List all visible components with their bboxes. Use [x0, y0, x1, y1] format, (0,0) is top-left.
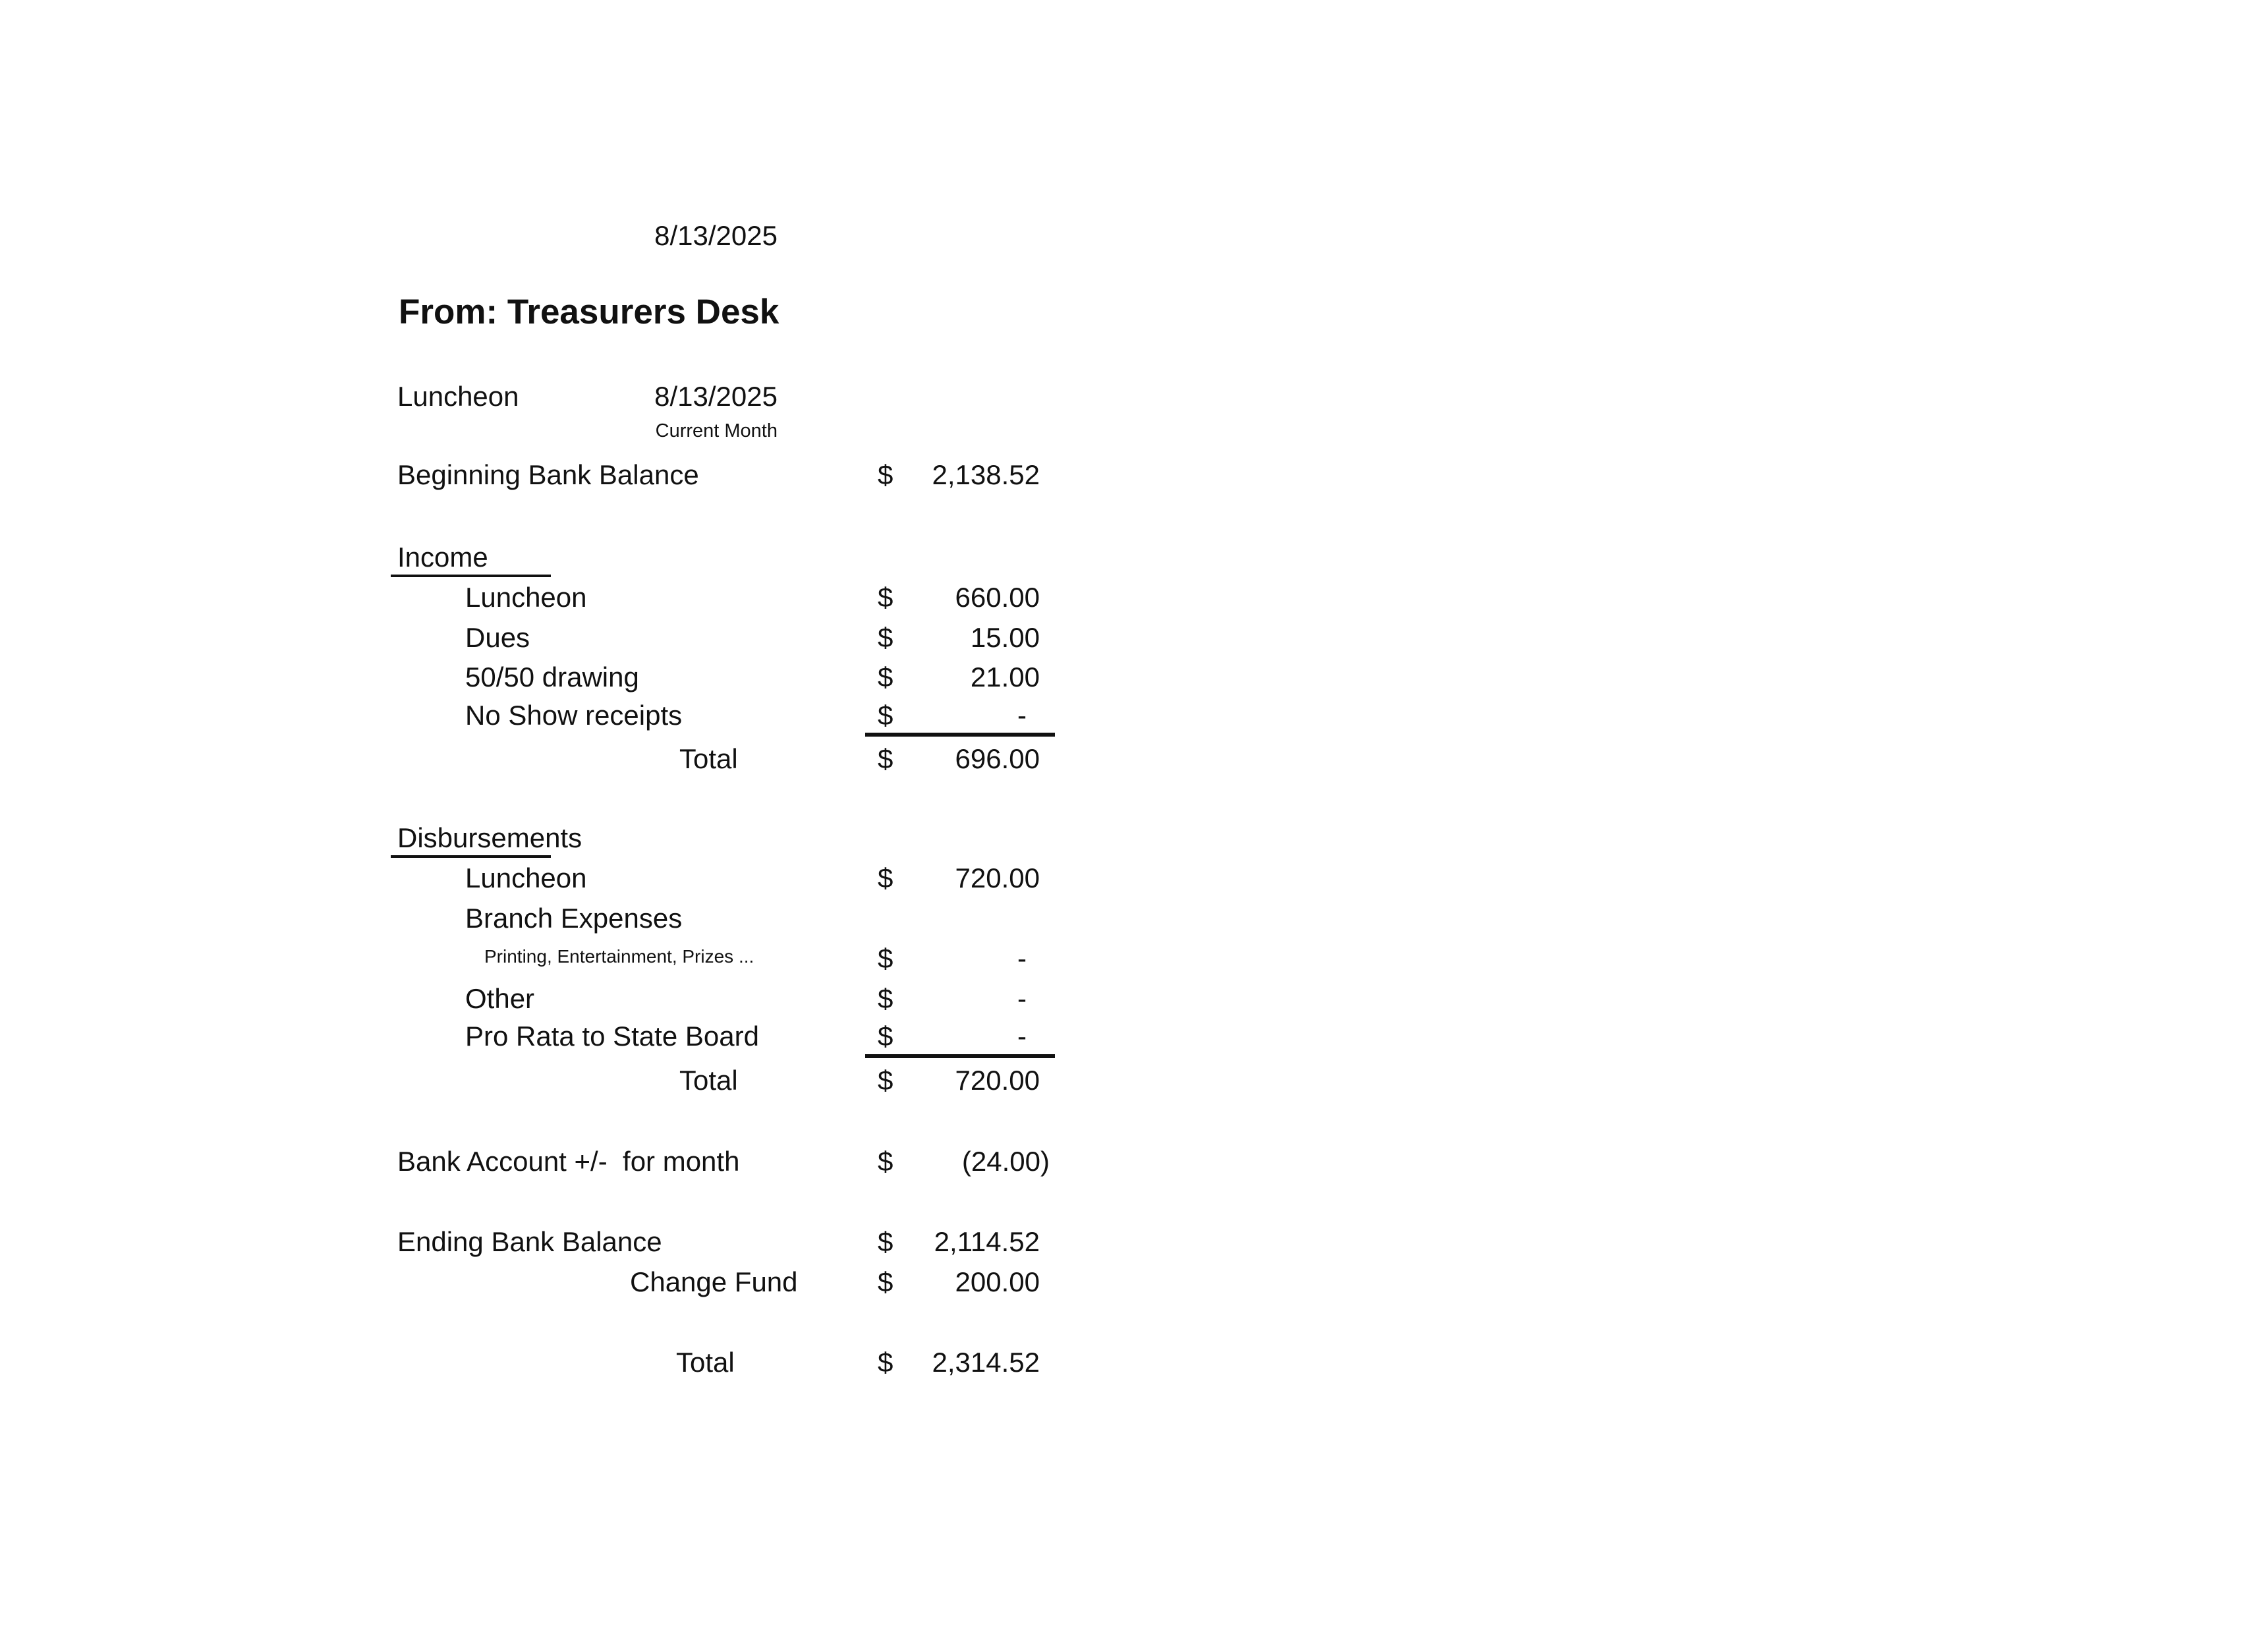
beginning-balance-currency: $: [878, 459, 893, 490]
income-amount: -: [1017, 700, 1027, 731]
income-heading: Income: [397, 542, 488, 573]
disbursement-currency: $: [878, 943, 893, 974]
meeting-label: Luncheon: [397, 381, 519, 412]
income-currency: $: [878, 582, 893, 613]
change-fund-amount: 200.00: [955, 1266, 1040, 1297]
disbursement-amount: -: [1017, 983, 1027, 1014]
income-total-rule: [865, 733, 1055, 737]
income-amount: 21.00: [970, 662, 1040, 692]
net-change-amount: (24.00): [961, 1146, 1050, 1177]
disbursements-heading: Disbursements: [397, 822, 582, 853]
disbursements-total-rule: [865, 1054, 1055, 1058]
disbursements-total-amount: 720.00: [955, 1065, 1040, 1096]
disbursement-currency: $: [878, 862, 893, 893]
disbursement-label: Other: [465, 983, 535, 1014]
disbursement-label: Printing, Entertainment, Prizes ...: [484, 946, 754, 967]
income-label: 50/50 drawing: [465, 662, 639, 692]
disbursement-currency: $: [878, 1021, 893, 1052]
report-title: From: Treasurers Desk: [399, 293, 780, 331]
grand-total-amount: 2,314.52: [932, 1347, 1040, 1378]
beginning-balance-amount: 2,138.52: [932, 459, 1040, 490]
disbursement-amount: -: [1017, 1021, 1027, 1052]
income-label: Luncheon: [465, 582, 587, 613]
income-total-amount: 696.00: [955, 743, 1040, 774]
branch-expenses-label: Branch Expenses: [465, 903, 683, 934]
grand-total-currency: $: [878, 1347, 893, 1378]
beginning-balance-label: Beginning Bank Balance: [397, 459, 699, 490]
net-change-label: Bank Account +/- for month: [397, 1146, 740, 1177]
column-label-current-month: Current Month: [655, 420, 778, 441]
disbursement-amount: 720.00: [955, 862, 1040, 893]
income-currency: $: [878, 622, 893, 653]
income-currency: $: [878, 700, 893, 731]
report-date: 8/13/2025: [654, 220, 778, 251]
change-fund-currency: $: [878, 1266, 893, 1297]
net-change-currency: $: [878, 1146, 893, 1177]
income-label: Dues: [465, 622, 530, 653]
disbursements-total-currency: $: [878, 1065, 893, 1096]
income-total-currency: $: [878, 743, 893, 774]
change-fund-label: Change Fund: [630, 1266, 798, 1297]
income-total-label: Total: [679, 743, 738, 774]
income-label: No Show receipts: [465, 700, 683, 731]
income-heading-underline: [391, 575, 551, 577]
income-amount: 660.00: [955, 582, 1040, 613]
grand-total-label: Total: [676, 1347, 735, 1378]
ending-balance-amount: 2,114.52: [934, 1226, 1040, 1257]
disbursement-amount: -: [1017, 943, 1027, 974]
ending-balance-label: Ending Bank Balance: [397, 1226, 662, 1257]
income-amount: 15.00: [970, 622, 1040, 653]
income-currency: $: [878, 662, 893, 692]
disbursements-total-label: Total: [679, 1065, 738, 1096]
disbursement-currency: $: [878, 983, 893, 1014]
disbursement-label: Pro Rata to State Board: [465, 1021, 759, 1052]
disbursements-heading-underline: [391, 855, 551, 858]
disbursement-label: Luncheon: [465, 862, 587, 893]
meeting-date: 8/13/2025: [654, 381, 778, 412]
ending-balance-currency: $: [878, 1226, 893, 1257]
